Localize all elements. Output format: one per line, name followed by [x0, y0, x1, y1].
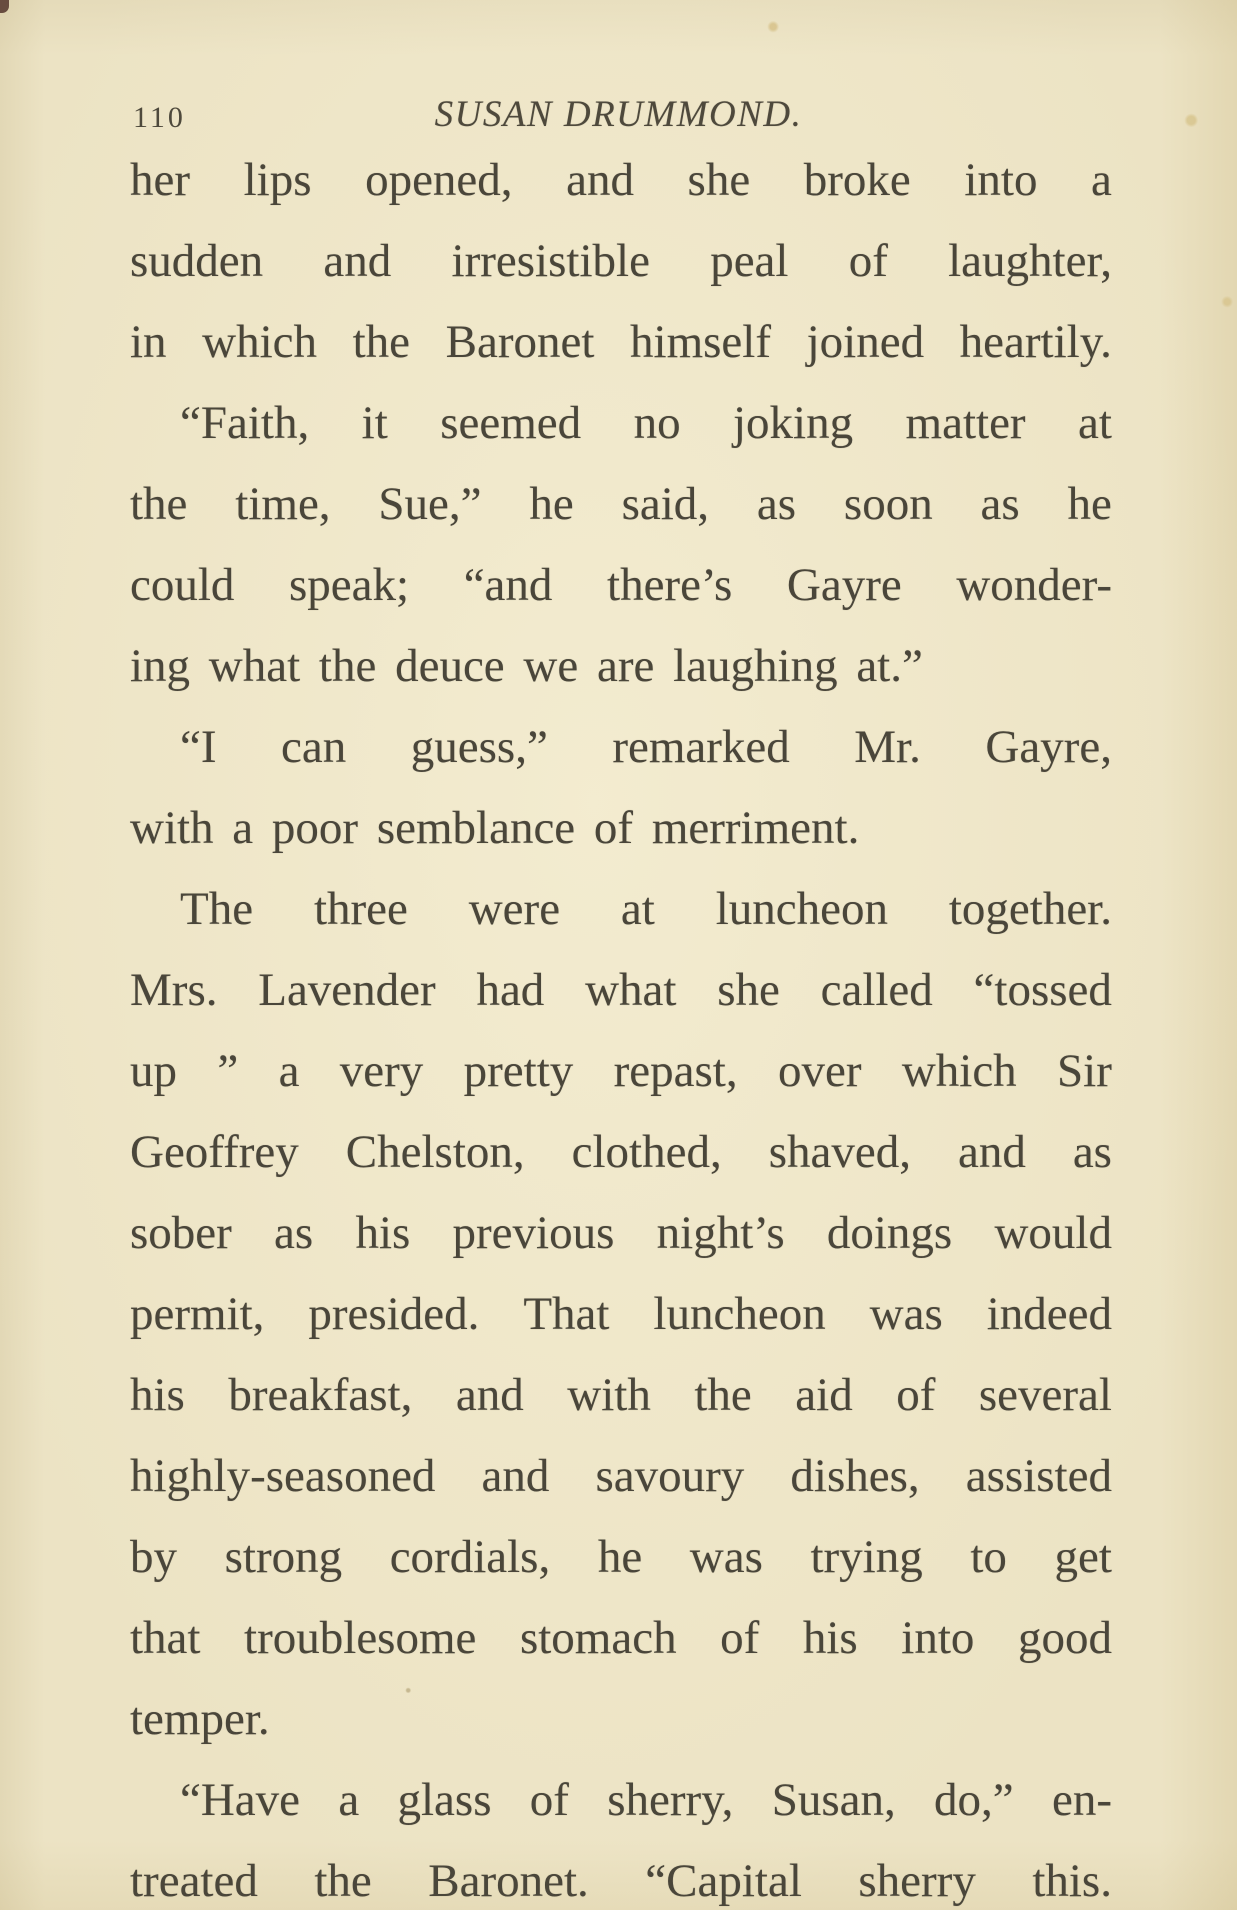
text-line	[130, 707, 1112, 788]
word: indeed	[986, 1288, 1112, 1340]
word: Lavender	[258, 964, 436, 1016]
word: himself	[630, 316, 771, 368]
word: no	[633, 397, 681, 449]
word: as	[1072, 1126, 1112, 1178]
text-block	[130, 140, 1112, 1910]
word: Baronet.	[428, 1855, 589, 1907]
word: ”	[217, 1045, 239, 1097]
word: en-	[1051, 1774, 1112, 1826]
word: at	[1078, 397, 1112, 449]
text-line	[130, 1436, 1112, 1517]
word: speak;	[289, 559, 410, 611]
word: Baronet	[445, 316, 595, 368]
word: called	[820, 964, 933, 1016]
word: over	[777, 1045, 862, 1097]
word: into	[964, 154, 1038, 206]
text-line: with a poor semblance of merriment.	[130, 802, 860, 854]
word: remarked	[612, 721, 790, 773]
word: the	[314, 1855, 372, 1907]
text-line	[130, 464, 1112, 545]
page-number: 110	[133, 101, 186, 134]
word: at	[620, 883, 655, 935]
word: presided.	[308, 1288, 480, 1340]
text-line	[130, 1841, 1112, 1910]
word: he	[529, 478, 574, 530]
word: peal	[710, 235, 789, 287]
word: and	[455, 1369, 524, 1421]
text-line	[130, 1193, 1112, 1274]
word: assisted	[965, 1450, 1112, 1502]
word: repast,	[613, 1045, 738, 1097]
word: three	[313, 883, 408, 935]
word: Sue,”	[378, 478, 482, 530]
word: matter	[905, 397, 1026, 449]
word: in	[130, 316, 167, 368]
word: night’s	[656, 1207, 785, 1259]
word: clothed,	[571, 1126, 722, 1178]
word: would	[994, 1207, 1112, 1259]
word: Gayre	[786, 559, 902, 611]
text-line	[130, 1598, 1112, 1679]
text-line	[130, 221, 1112, 302]
word: laughter,	[948, 235, 1112, 287]
word: her	[130, 154, 191, 206]
text-line	[130, 869, 1112, 950]
word: wonder-	[956, 559, 1112, 611]
word: what	[585, 964, 677, 1016]
word: he	[1067, 478, 1112, 530]
word: Chelston,	[345, 1126, 525, 1178]
word: doings	[826, 1207, 953, 1259]
text-line: ing what the deuce we are laughing at.”	[130, 640, 923, 692]
word: glass	[397, 1774, 492, 1826]
word: she	[687, 154, 751, 206]
word: very	[339, 1045, 424, 1097]
word: irresistible	[451, 235, 650, 287]
word: heartily.	[959, 316, 1112, 368]
word: up	[130, 1045, 177, 1097]
word: the	[694, 1369, 752, 1421]
word: The	[180, 883, 254, 935]
word: cordials,	[389, 1531, 551, 1583]
word: broke	[803, 154, 911, 206]
text-line	[130, 140, 1112, 221]
word: with	[567, 1369, 651, 1421]
word: and	[323, 235, 392, 287]
word: together.	[948, 883, 1112, 935]
word: previous	[452, 1207, 615, 1259]
word: sherry	[858, 1855, 976, 1907]
word: as	[756, 478, 797, 530]
word: “tossed	[973, 964, 1112, 1016]
text-line	[130, 1112, 1112, 1193]
word: stomach	[519, 1612, 677, 1664]
word: permit,	[130, 1288, 265, 1340]
text-line	[130, 1517, 1112, 1598]
word: shaved,	[768, 1126, 911, 1178]
word: were	[468, 883, 561, 935]
word: breakfast,	[228, 1369, 413, 1421]
word: dishes,	[790, 1450, 920, 1502]
word: his	[355, 1207, 411, 1259]
text-line	[130, 302, 1112, 383]
word: the	[130, 478, 188, 530]
word: she	[717, 964, 780, 1016]
word: which	[901, 1045, 1017, 1097]
word: Gayre,	[985, 721, 1112, 773]
word: several	[978, 1369, 1112, 1421]
word: of	[529, 1774, 569, 1826]
word: of	[720, 1612, 760, 1664]
word: opened,	[365, 154, 513, 206]
word: get	[1054, 1531, 1112, 1583]
text-line	[130, 1031, 1112, 1112]
word: sudden	[130, 235, 264, 287]
word: “I	[180, 721, 217, 773]
word: he	[597, 1531, 643, 1583]
word: “Capital	[645, 1855, 802, 1907]
word: aid	[795, 1369, 853, 1421]
word: this.	[1032, 1855, 1112, 1907]
text-line	[130, 1274, 1112, 1355]
word: said,	[621, 478, 710, 530]
word: into	[901, 1612, 975, 1664]
word: of	[896, 1369, 936, 1421]
word: was	[869, 1288, 943, 1340]
word: do,”	[934, 1774, 1014, 1826]
word: strong	[224, 1531, 343, 1583]
word: of	[848, 235, 888, 287]
text-line	[130, 383, 1112, 464]
word: and	[481, 1450, 550, 1502]
word: as	[980, 478, 1020, 530]
word: his	[130, 1369, 185, 1421]
running-head	[0, 93, 1237, 137]
word: which	[202, 316, 318, 368]
word: luncheon	[653, 1288, 826, 1340]
word: had	[476, 964, 545, 1016]
word: seemed	[440, 397, 582, 449]
text-line	[130, 950, 1112, 1031]
word: by	[130, 1531, 177, 1583]
word: “Have	[180, 1774, 301, 1826]
word: there’s	[607, 559, 733, 611]
word: can	[281, 721, 347, 773]
word: the	[352, 316, 411, 368]
word: time,	[235, 478, 331, 530]
word: guess,”	[410, 721, 548, 773]
word: savoury	[595, 1450, 745, 1502]
word: That	[523, 1288, 610, 1340]
word: troublesome	[244, 1612, 477, 1664]
word: treated	[130, 1855, 258, 1907]
word: as	[274, 1207, 314, 1259]
word: lips	[243, 154, 312, 206]
word: was	[689, 1531, 763, 1583]
word: soon	[843, 478, 933, 530]
word: a	[1091, 154, 1112, 206]
word: Mrs.	[130, 964, 218, 1016]
word: Geoffrey	[130, 1126, 299, 1178]
word: “Faith,	[180, 397, 310, 449]
word: could	[130, 559, 235, 611]
word: and	[957, 1126, 1026, 1178]
text-line: temper.	[130, 1693, 270, 1745]
word: luncheon	[715, 883, 888, 935]
word: highly-seasoned	[130, 1450, 436, 1502]
word: Mr.	[854, 721, 921, 773]
word: to	[970, 1531, 1007, 1583]
word: a	[278, 1045, 300, 1097]
word: that	[130, 1612, 201, 1664]
text-line	[130, 545, 1112, 626]
running-title: SUSAN DRUMMOND.	[434, 94, 803, 135]
word: his	[802, 1612, 858, 1664]
word: joking	[732, 397, 854, 449]
word: Sir	[1057, 1045, 1112, 1097]
word: trying	[810, 1531, 923, 1583]
text-line	[130, 1355, 1112, 1436]
word: Susan,	[771, 1774, 896, 1826]
word: a	[338, 1774, 360, 1826]
scan-corner-artifact	[0, 0, 9, 13]
word: sober	[130, 1207, 232, 1259]
word: and	[566, 154, 634, 206]
word: it	[361, 397, 388, 449]
word: sherry,	[607, 1774, 734, 1826]
word: good	[1017, 1612, 1112, 1664]
text-line	[130, 1760, 1112, 1841]
word: joined	[806, 316, 925, 368]
word: pretty	[463, 1045, 574, 1097]
word: “and	[463, 559, 553, 611]
